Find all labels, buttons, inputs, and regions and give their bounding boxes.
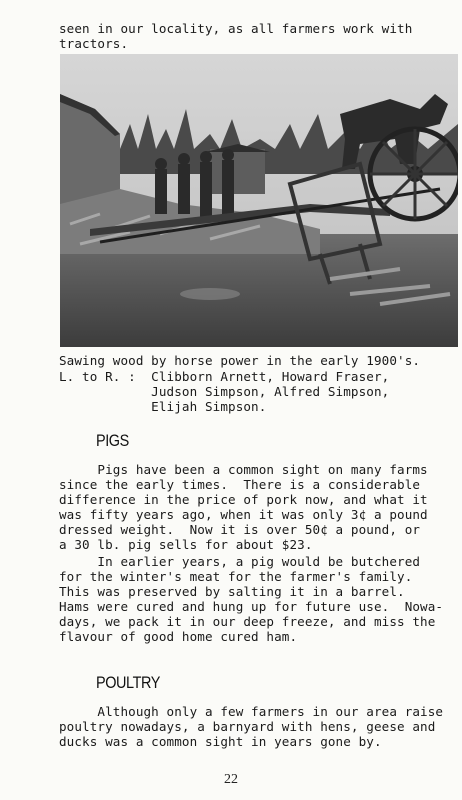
section-heading: POULTRY: [96, 673, 160, 692]
body-text-line: was fifty years ago, when it was only 3¢ a pound: [59, 507, 428, 522]
body-text-line: tractors.: [59, 36, 129, 51]
body-text-line: seen in our locality, as all farmers work with: [59, 21, 413, 36]
page-number: 22: [224, 772, 238, 787]
body-text-line: In earlier years, a pig would be butchered: [59, 554, 421, 569]
body-text-line: days, we pack it in our deep freeze, and miss the: [59, 614, 436, 629]
historical-photo: [60, 54, 458, 347]
body-text-line: dressed weight. Now it is over 50¢ a pound, or: [59, 522, 421, 537]
photo-caption-line: Sawing wood by horse power in the early 1900's.: [59, 353, 421, 368]
body-text-line: Pigs have been a common sight on many farms: [59, 462, 428, 477]
body-text-line: Hams were cured and hung up for future use. Nowa-: [59, 599, 444, 614]
body-text-line: poultry nowadays, a barnyard with hens, geese and: [59, 719, 436, 734]
body-text-line: flavour of good home cured ham.: [59, 629, 298, 644]
body-text-line: difference in the price of pork now, and what it: [59, 492, 428, 507]
body-text-line: for the winter's meat for the farmer's family.: [59, 569, 413, 584]
horse-powered-sawmill-photo: [60, 54, 458, 347]
photo-caption-line: Judson Simpson, Alfred Simpson,: [59, 384, 390, 399]
body-text-line: since the early times. There is a considerable: [59, 477, 421, 492]
body-text-line: a 30 lb. pig sells for about $23.: [59, 537, 313, 552]
body-text-line: ducks was a common sight in years gone by.: [59, 734, 382, 749]
photo-caption-line: L. to R. : Clibborn Arnett, Howard Fraser,: [59, 369, 390, 384]
body-text-line: This was preserved by salting it in a barrel.: [59, 584, 405, 599]
photo-caption-line: Elijah Simpson.: [59, 399, 267, 414]
section-heading: PIGS: [96, 431, 129, 450]
body-text-line: Although only a few farmers in our area raise: [59, 704, 444, 719]
